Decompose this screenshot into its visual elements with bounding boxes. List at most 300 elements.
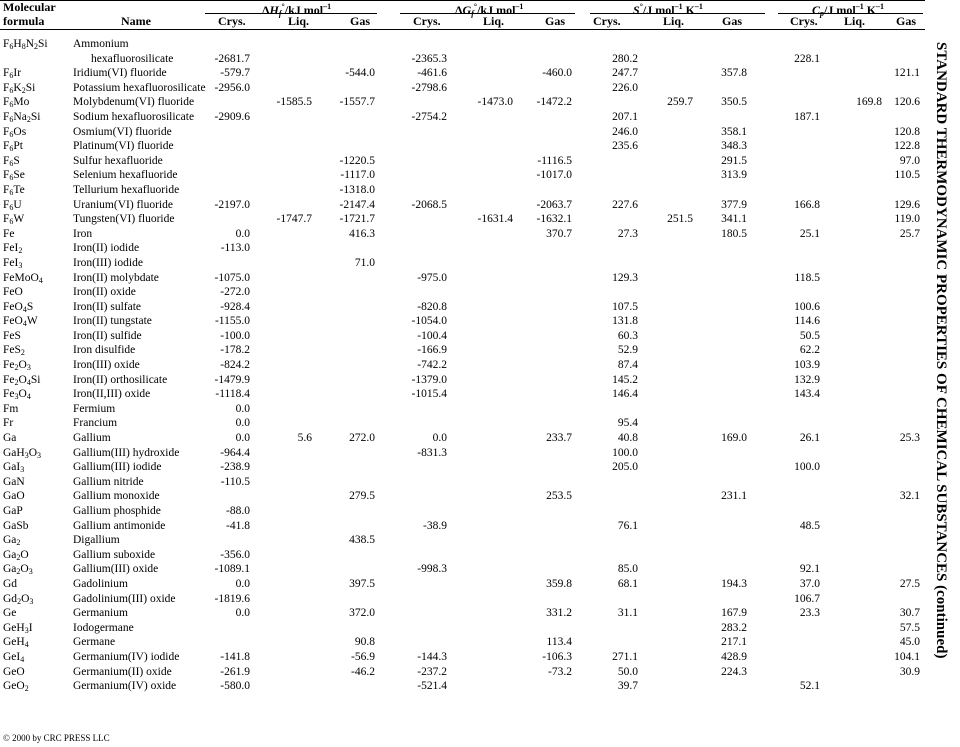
s-crys-cell: 60.3 bbox=[617, 329, 638, 342]
dhf-crys-cell: 0.0 bbox=[235, 402, 250, 415]
formula-text: Fe bbox=[3, 388, 15, 401]
dgf-crys-cell: -2798.6 bbox=[411, 81, 447, 94]
name-cell: Gallium monoxide bbox=[73, 490, 160, 503]
table-row bbox=[0, 95, 940, 110]
dgf-crys-cell: -2365.3 bbox=[411, 52, 447, 65]
name-cell: Tungsten(VI) fluoride bbox=[73, 213, 175, 226]
formula-text: Te bbox=[13, 183, 25, 196]
table-row bbox=[0, 665, 940, 680]
dhf-crys-cell: -110.5 bbox=[220, 475, 250, 488]
dhf-crys-cell: 0.0 bbox=[235, 417, 250, 430]
cp-crys-cell: 62.2 bbox=[799, 344, 820, 357]
table-row bbox=[0, 168, 940, 183]
entropy-group-label: S°/J mol$^{-1}$ $K^{-1}$ bbox=[633, 2, 703, 17]
formula-text: FeI bbox=[3, 256, 19, 269]
s-crys-cell: 85.0 bbox=[617, 563, 638, 576]
cp-crys-cell: 228.1 bbox=[794, 52, 820, 65]
cp-crys-cell: 118.5 bbox=[794, 271, 820, 284]
dgf-gas-cell: 331.2 bbox=[546, 607, 572, 620]
formula-text: O bbox=[20, 548, 29, 561]
s-crys-cell: 146.4 bbox=[612, 388, 638, 401]
formula-cell bbox=[3, 533, 73, 548]
formula-text: U bbox=[13, 198, 22, 211]
table-row bbox=[0, 81, 940, 96]
sub-label-gas-4: Gas bbox=[896, 14, 917, 28]
dhf-crys-cell: 0.0 bbox=[235, 227, 250, 240]
formula-text: Gd bbox=[3, 577, 18, 590]
dhf-gas-cell: 90.8 bbox=[354, 636, 375, 649]
cp-gas-cell: 30.7 bbox=[899, 607, 920, 620]
dhf-crys-cell: -178.2 bbox=[220, 344, 250, 357]
s-crys-cell: 50.0 bbox=[617, 665, 638, 678]
name-cell: Osmium(VI) fluoride bbox=[73, 125, 172, 138]
formula-cell bbox=[3, 343, 73, 358]
formula-subscript: 6 bbox=[9, 100, 14, 110]
formula-text: K bbox=[13, 81, 22, 94]
dhf-crys-cell: -88.0 bbox=[226, 505, 250, 517]
s-gas-cell: 313.9 bbox=[721, 169, 747, 182]
formula-subscript: 6 bbox=[9, 173, 14, 183]
formula-text: GaO bbox=[3, 490, 25, 503]
formula-cell bbox=[3, 446, 73, 461]
formula-text: Si bbox=[30, 110, 41, 123]
table-row bbox=[0, 592, 940, 607]
dgf-gas-cell: -460.0 bbox=[542, 67, 572, 80]
name-cell: Gallium(III) hydroxide bbox=[73, 446, 180, 459]
name-label: Name bbox=[121, 14, 151, 28]
s-crys-cell: 271.1 bbox=[612, 650, 638, 663]
table-row bbox=[0, 343, 940, 358]
dhf-gas-cell: -1721.7 bbox=[339, 213, 375, 226]
formula-subscript: 4 bbox=[22, 304, 27, 314]
formula-text: Fe bbox=[3, 373, 15, 386]
cp-gas-cell: 122.8 bbox=[894, 140, 920, 153]
cp-crys-cell: 26.1 bbox=[799, 432, 820, 445]
s-crys-cell: 226.0 bbox=[612, 81, 638, 94]
cp-gas-cell: 110.5 bbox=[894, 169, 920, 182]
formula-text: Ir bbox=[13, 67, 22, 80]
dhf-crys-cell: 0.0 bbox=[235, 607, 250, 620]
sub-label-liq-3: Liq. bbox=[663, 14, 685, 28]
dhf-crys-cell: -113.0 bbox=[220, 242, 250, 255]
formula-subscript: 3 bbox=[29, 596, 34, 606]
cp-gas-cell: 104.1 bbox=[894, 650, 920, 663]
formula-subscript: 2 bbox=[24, 684, 29, 694]
formula-subscript: 4 bbox=[20, 654, 25, 664]
name-cell: Sodium hexafluorosilicate bbox=[73, 110, 195, 123]
name-cell: Fermium bbox=[73, 402, 116, 415]
dhf-crys-cell: -824.2 bbox=[220, 359, 250, 372]
dhf-gas-cell: -1220.5 bbox=[339, 154, 375, 167]
formula-subscript: 2 bbox=[14, 363, 19, 373]
name-cell: Gallium bbox=[73, 432, 111, 445]
dhf-crys-cell: -928.4 bbox=[220, 300, 250, 313]
cp-crys-cell: 103.9 bbox=[794, 359, 820, 372]
dgf-gas-cell: -2063.7 bbox=[536, 198, 572, 211]
formula-text: GeH bbox=[3, 636, 25, 649]
table-row bbox=[0, 37, 940, 52]
formula-cell bbox=[3, 621, 73, 636]
heat-capacity-group-label: $C_p/J$ mol$^{-1}$ $K^{-1}$ bbox=[812, 2, 885, 18]
dhf-crys-cell: -2197.0 bbox=[214, 198, 250, 211]
dgf-gas-cell: -1472.2 bbox=[536, 96, 572, 109]
cp-crys-cell: 100.6 bbox=[794, 300, 820, 313]
formula-cell bbox=[3, 95, 73, 110]
name-cell: Gallium(III) oxide bbox=[73, 563, 159, 576]
name-cell: hexafluorosilicate bbox=[91, 52, 174, 65]
s-gas-cell: 217.1 bbox=[721, 636, 747, 649]
s-crys-cell: 280.2 bbox=[612, 52, 638, 65]
formula-subscript: 3 bbox=[18, 260, 23, 270]
formula-text: GeO bbox=[3, 665, 25, 678]
table-row bbox=[0, 198, 940, 213]
name-cell: Iron(II) sulfide bbox=[73, 329, 142, 342]
cp-gas-cell: 120.6 bbox=[894, 96, 920, 109]
table-row bbox=[0, 66, 940, 81]
cp-gas-cell: 25.7 bbox=[899, 227, 920, 240]
formula-cell bbox=[3, 37, 73, 52]
s-crys-cell: 68.1 bbox=[617, 577, 638, 590]
dhf-crys-cell: -41.8 bbox=[226, 519, 250, 532]
formula-text: O bbox=[20, 563, 29, 576]
formula-cell bbox=[3, 314, 73, 329]
formula-subscript: 3 bbox=[37, 450, 42, 460]
sub-label-crys-2: Crys. bbox=[413, 14, 441, 28]
table-row bbox=[0, 504, 940, 519]
formula-text: F bbox=[3, 140, 10, 153]
cp-gas-cell: 97.0 bbox=[899, 154, 920, 167]
formula-cell bbox=[3, 635, 73, 650]
table-row bbox=[0, 416, 940, 431]
formula-text: Ga bbox=[3, 534, 17, 547]
dhf-crys-cell: -141.8 bbox=[220, 650, 250, 663]
table-row bbox=[0, 358, 940, 373]
formula-text: Si bbox=[30, 373, 41, 386]
dgf-gas-cell: 113.4 bbox=[546, 636, 572, 649]
table-row bbox=[0, 446, 940, 461]
sub-label-crys-3: Crys. bbox=[593, 14, 621, 28]
formula-text: FeO bbox=[3, 300, 23, 313]
name-cell: Tellurium hexafluoride bbox=[73, 183, 180, 196]
dgf-gas-cell: -1116.5 bbox=[537, 154, 572, 167]
dhf-crys-cell: -964.4 bbox=[220, 446, 250, 459]
name-cell: Gadolinium(III) oxide bbox=[73, 592, 176, 605]
formula-cell bbox=[3, 256, 73, 271]
name-cell: Uranium(VI) fluoride bbox=[73, 198, 173, 211]
s-crys-cell: 76.1 bbox=[617, 519, 638, 532]
formula-cell bbox=[3, 606, 73, 621]
formula-subscript: 2 bbox=[16, 538, 21, 548]
dgf-gas-cell: 253.5 bbox=[546, 490, 572, 503]
s-liq-cell: 251.5 bbox=[667, 213, 693, 226]
name-cell: Germanium(II) oxide bbox=[73, 665, 172, 678]
formula-label: formula bbox=[3, 14, 45, 28]
s-crys-cell: 205.0 bbox=[612, 461, 638, 474]
formula-text: Se bbox=[13, 169, 25, 182]
name-cell: Germane bbox=[73, 636, 116, 649]
s-crys-cell: 107.5 bbox=[612, 300, 638, 313]
formula-subscript: 2 bbox=[16, 567, 21, 577]
formula-subscript: 6 bbox=[9, 144, 14, 154]
formula-text: N bbox=[25, 38, 35, 50]
sub-label-liq-2: Liq. bbox=[483, 14, 505, 28]
cp-crys-cell: 166.8 bbox=[794, 198, 820, 211]
cp-crys-cell: 52.1 bbox=[799, 680, 820, 693]
table-row bbox=[0, 241, 940, 256]
dhf-crys-cell: -580.0 bbox=[220, 680, 250, 693]
name-cell: Iron bbox=[73, 227, 93, 240]
formula-subscript: 6 bbox=[9, 158, 14, 168]
name-cell: Iron(II,III) oxide bbox=[73, 388, 151, 401]
formula-text: O bbox=[18, 388, 27, 401]
dhf-gas-cell: 71.0 bbox=[354, 256, 375, 269]
s-crys-cell: 131.8 bbox=[612, 315, 638, 328]
dhf-crys-cell: 0.0 bbox=[235, 577, 250, 590]
name-cell: Iodogermane bbox=[73, 621, 134, 634]
formula-text: FeO bbox=[3, 286, 23, 299]
table-row bbox=[0, 519, 940, 534]
formula-text: O bbox=[28, 446, 38, 459]
formula-cell bbox=[3, 431, 73, 446]
cp-gas-cell: 27.5 bbox=[899, 577, 920, 590]
dhf-gas-cell: -1557.7 bbox=[339, 96, 375, 109]
formula-text: F bbox=[3, 154, 10, 167]
dhf-crys-cell: -2909.6 bbox=[214, 110, 250, 123]
dgf-crys-cell: -237.2 bbox=[417, 665, 447, 678]
formula-subscript: 6 bbox=[9, 129, 14, 139]
s-gas-cell: 341.1 bbox=[721, 213, 747, 226]
formula-cell bbox=[3, 300, 73, 315]
formula-text: W bbox=[13, 213, 25, 226]
table-row bbox=[0, 139, 940, 154]
molecular-label: Molecular bbox=[3, 0, 56, 14]
name-cell: Iron(II) orthosilicate bbox=[73, 373, 168, 386]
formula-subscript: 6 bbox=[9, 114, 14, 124]
formula-subscript: 2 bbox=[18, 246, 23, 256]
delta-h-group-label: $\Delta H_f^\circ/kJ$ mol$^{-1}$ bbox=[262, 2, 332, 18]
table-row bbox=[0, 489, 940, 504]
formula-cell bbox=[3, 460, 73, 475]
name-cell: Iron(III) oxide bbox=[73, 359, 140, 372]
formula-subscript: 3 bbox=[28, 567, 33, 577]
formula-subscript: 6 bbox=[9, 187, 14, 197]
formula-subscript: 2 bbox=[21, 85, 26, 95]
cp-crys-cell: 23.3 bbox=[799, 607, 820, 620]
cp-gas-cell: 120.8 bbox=[894, 125, 920, 138]
formula-cell bbox=[3, 198, 73, 213]
copyright-notice: © 2000 by CRC PRESS LLC bbox=[3, 733, 110, 743]
dhf-crys-cell: 0.0 bbox=[235, 432, 250, 445]
dhf-liq-cell: -1585.5 bbox=[276, 96, 312, 109]
formula-text: FeS bbox=[3, 329, 21, 342]
table-row bbox=[0, 110, 940, 125]
table-row bbox=[0, 183, 940, 198]
table-row bbox=[0, 154, 940, 169]
dgf-crys-cell: -820.8 bbox=[417, 300, 447, 313]
formula-text: Fr bbox=[3, 417, 14, 430]
dgf-crys-cell: -1054.0 bbox=[411, 315, 447, 328]
s-crys-cell: 95.4 bbox=[617, 417, 638, 430]
dhf-crys-cell: -1479.9 bbox=[214, 373, 250, 386]
s-crys-cell: 39.7 bbox=[617, 680, 638, 693]
dhf-crys-cell: -261.9 bbox=[220, 665, 250, 678]
name-cell: Iridium(VI) fluoride bbox=[73, 67, 167, 80]
sub-label-crys-1: Crys. bbox=[218, 14, 246, 28]
dhf-gas-cell: -46.2 bbox=[351, 665, 375, 678]
formula-subscript: 6 bbox=[9, 217, 14, 227]
sub-label-liq-4: Liq. bbox=[844, 14, 866, 28]
dhf-gas-cell: 397.5 bbox=[349, 577, 375, 590]
sub-label-gas-3: Gas bbox=[722, 14, 743, 28]
s-crys-cell: 246.0 bbox=[612, 125, 638, 138]
formula-subscript: 2 bbox=[17, 596, 22, 606]
s-crys-cell: 27.3 bbox=[617, 227, 638, 240]
formula-cell bbox=[3, 592, 73, 607]
formula-text: Ge bbox=[3, 607, 17, 620]
name-cell: Potassium hexafluorosilicate bbox=[73, 81, 206, 94]
dgf-crys-cell: -1379.0 bbox=[411, 373, 447, 386]
table-row bbox=[0, 562, 940, 577]
dhf-crys-cell: -579.7 bbox=[220, 67, 250, 80]
formula-text: Fe bbox=[3, 359, 15, 372]
dgf-crys-cell: -975.0 bbox=[417, 271, 447, 284]
table-row bbox=[0, 533, 940, 548]
name-cell: Gallium phosphide bbox=[73, 505, 161, 517]
formula-text: Si bbox=[25, 81, 36, 94]
formula-text: F bbox=[3, 81, 10, 94]
formula-text: GaP bbox=[3, 505, 23, 517]
s-gas-cell: 231.1 bbox=[721, 490, 747, 503]
cp-gas-cell: 30.9 bbox=[899, 665, 920, 678]
formula-text: FeS bbox=[3, 344, 21, 357]
formula-subscript: 6 bbox=[9, 85, 14, 95]
table-row bbox=[0, 548, 940, 563]
formula-subscript: 4 bbox=[38, 275, 43, 285]
formula-subscript: 4 bbox=[26, 392, 31, 402]
formula-text: F bbox=[3, 67, 10, 80]
s-gas-cell: 194.3 bbox=[721, 577, 747, 590]
formula-subscript: 3 bbox=[26, 363, 31, 373]
name-cell: Francium bbox=[73, 417, 118, 430]
formula-text: GaN bbox=[3, 475, 25, 488]
side-title: STANDARD THERMODYNAMIC PROPERTIES OF CHEMICAL SUBSTANCES (continued) bbox=[933, 42, 949, 659]
dgf-liq-cell: -1631.4 bbox=[477, 213, 513, 226]
dgf-crys-cell: -100.4 bbox=[417, 329, 447, 342]
formula-subscript: 2 bbox=[16, 552, 21, 562]
formula-cell bbox=[3, 241, 73, 256]
cp-crys-cell: 25.1 bbox=[799, 227, 820, 240]
header-row-1 bbox=[0, 0, 940, 18]
s-gas-cell: 291.5 bbox=[721, 154, 747, 167]
cp-gas-cell: 25.3 bbox=[899, 432, 920, 445]
formula-text: GaH bbox=[3, 446, 25, 459]
formula-text: Pt bbox=[13, 140, 23, 153]
formula-cell bbox=[3, 271, 73, 286]
s-crys-cell: 100.0 bbox=[612, 446, 638, 459]
s-crys-cell: 40.8 bbox=[617, 432, 638, 445]
cp-crys-cell: 132.9 bbox=[794, 373, 820, 386]
dhf-liq-cell: 5.6 bbox=[297, 432, 312, 445]
formula-cell bbox=[3, 402, 73, 417]
s-crys-cell: 247.7 bbox=[612, 67, 638, 80]
s-gas-cell: 283.2 bbox=[721, 621, 747, 634]
name-cell: Iron(II) sulfate bbox=[73, 300, 142, 313]
formula-cell bbox=[3, 475, 73, 490]
data-table-body bbox=[0, 37, 940, 694]
dhf-crys-cell: -100.0 bbox=[220, 329, 250, 342]
formula-text: F bbox=[3, 198, 10, 211]
table-row bbox=[0, 650, 940, 665]
table-row bbox=[0, 329, 940, 344]
dgf-gas-cell: 370.7 bbox=[546, 227, 572, 240]
dhf-gas-cell: 272.0 bbox=[349, 432, 375, 445]
dhf-gas-cell: 438.5 bbox=[349, 534, 375, 547]
dgf-crys-cell: -144.3 bbox=[417, 650, 447, 663]
dgf-crys-cell: 0.0 bbox=[432, 432, 447, 445]
formula-cell bbox=[3, 548, 73, 563]
formula-cell bbox=[3, 154, 73, 169]
formula-text: GaSb bbox=[3, 519, 29, 532]
s-gas-cell: 377.9 bbox=[721, 198, 747, 211]
dgf-crys-cell: -38.9 bbox=[423, 519, 447, 532]
formula-cell bbox=[3, 562, 73, 577]
s-crys-cell: 31.1 bbox=[617, 607, 638, 620]
dhf-liq-cell: -1747.7 bbox=[276, 213, 312, 226]
name-cell: Gadolinium bbox=[73, 577, 128, 590]
formula-subscript: 3 bbox=[24, 625, 29, 635]
s-crys-cell: 207.1 bbox=[612, 110, 638, 123]
formula-text: F bbox=[3, 125, 10, 138]
dhf-crys-cell: -272.0 bbox=[220, 286, 250, 299]
name-cell: Gallium suboxide bbox=[73, 548, 156, 561]
formula-subscript: 3 bbox=[14, 392, 19, 402]
sub-label-liq-1: Liq. bbox=[288, 14, 310, 28]
name-cell: Iron(II) molybdate bbox=[73, 271, 159, 284]
dgf-crys-cell: -521.4 bbox=[417, 680, 447, 693]
table-row bbox=[0, 285, 940, 300]
cp-crys-cell: 37.0 bbox=[799, 577, 820, 590]
dhf-gas-cell: -544.0 bbox=[345, 67, 375, 80]
table-row bbox=[0, 475, 940, 490]
cp-crys-cell: 92.1 bbox=[799, 563, 820, 576]
formula-text: O bbox=[21, 592, 30, 605]
dgf-gas-cell: -1017.0 bbox=[536, 169, 572, 182]
table-row bbox=[0, 460, 940, 475]
cp-gas-cell: 45.0 bbox=[899, 636, 920, 649]
formula-text: FeO bbox=[3, 315, 23, 328]
formula-text: S bbox=[13, 154, 20, 167]
table-row bbox=[0, 387, 940, 402]
formula-text: Ga bbox=[3, 432, 17, 445]
formula-text: F bbox=[3, 96, 10, 109]
header-row-2 bbox=[0, 14, 940, 28]
s-crys-cell: 235.6 bbox=[612, 140, 638, 153]
dgf-gas-cell: 233.7 bbox=[546, 432, 572, 445]
s-gas-cell: 180.5 bbox=[721, 227, 747, 240]
name-cell: Digallium bbox=[73, 534, 120, 547]
formula-subscript: 4 bbox=[26, 377, 31, 387]
formula-subscript: 2 bbox=[20, 348, 25, 358]
s-gas-cell: 167.9 bbox=[721, 607, 747, 620]
sub-label-gas-2: Gas bbox=[545, 14, 566, 28]
table-row bbox=[0, 125, 940, 140]
cp-liq-cell: 169.8 bbox=[856, 96, 882, 109]
s-gas-cell: 357.8 bbox=[721, 67, 747, 80]
cp-gas-cell: 121.1 bbox=[894, 67, 920, 80]
dhf-gas-cell: 279.5 bbox=[349, 490, 375, 503]
formula-subscript: 2 bbox=[34, 42, 39, 51]
name-cell: Gallium(III) iodide bbox=[73, 461, 162, 474]
